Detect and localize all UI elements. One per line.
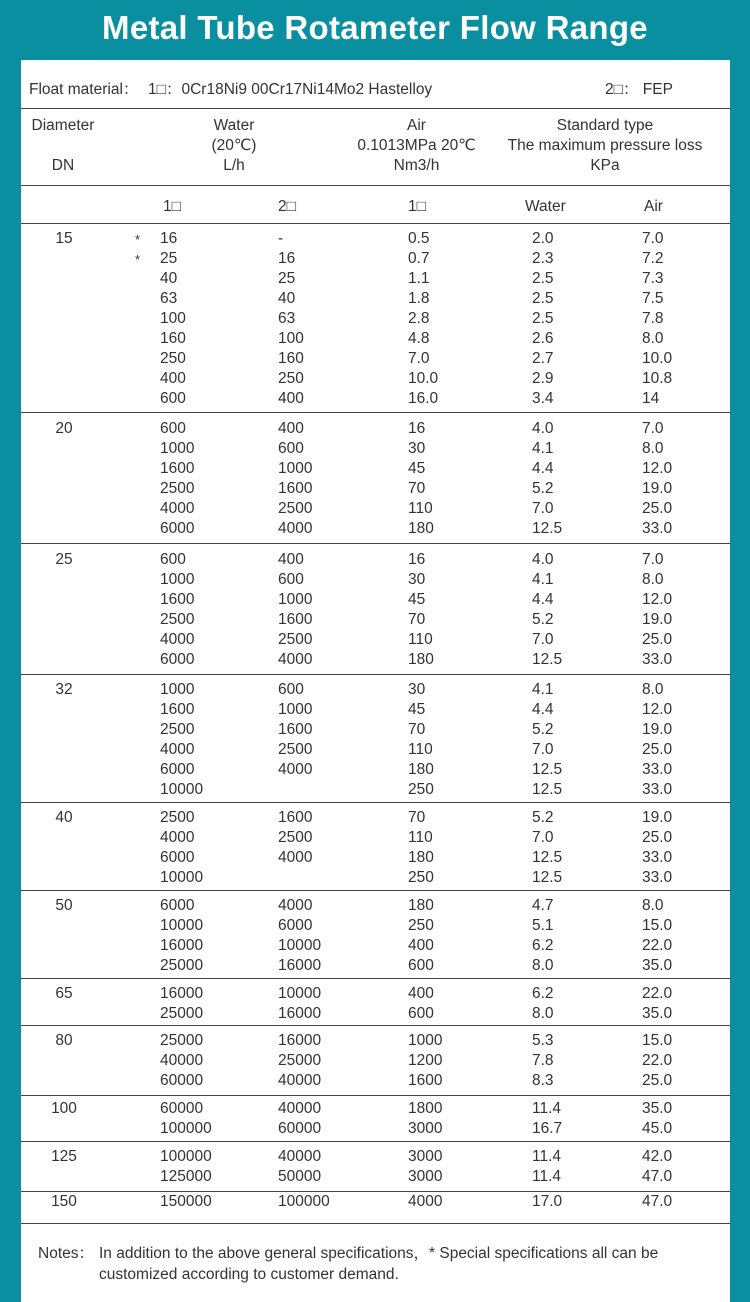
air-flow-float-1: 0.5 xyxy=(408,230,430,247)
water-flow-float-1: 4000 xyxy=(160,631,195,648)
pressure-loss-air: 15.0 xyxy=(642,1032,673,1049)
water-flow-float-1: 40000 xyxy=(160,1052,204,1069)
air-flow-float-1: 4000 xyxy=(408,1193,443,1210)
pressure-loss-water: 5.1 xyxy=(532,917,554,934)
water-flow-float-2: 1000 xyxy=(278,591,313,608)
pressure-loss-air: 33.0 xyxy=(642,761,673,778)
water-flow-float-1: 16000 xyxy=(160,985,204,1002)
water-flow-float-2: 600 xyxy=(278,571,304,588)
pressure-loss-air: 33.0 xyxy=(642,651,673,668)
water-flow-float-2: 1600 xyxy=(278,809,313,826)
air-flow-float-1: 1.1 xyxy=(408,270,430,287)
group-divider xyxy=(21,1025,730,1026)
pressure-loss-water: 5.2 xyxy=(532,809,554,826)
pressure-loss-air: 25.0 xyxy=(642,500,673,517)
float-material-option-1: 1□：0Cr18Ni9 00Cr17Ni14Mo2 Hastelloy xyxy=(148,81,433,98)
water-flow-float-2: 400 xyxy=(278,551,304,568)
air-flow-float-1: 70 xyxy=(408,611,426,628)
pressure-loss-air: 42.0 xyxy=(642,1148,673,1165)
dn-value: 20 xyxy=(55,420,73,437)
air-flow-float-1: 16 xyxy=(408,420,426,437)
notes xyxy=(38,1243,718,1285)
water-flow-float-1: 2500 xyxy=(160,809,195,826)
pressure-loss-air: 47.0 xyxy=(642,1168,673,1185)
water-flow-float-2: 100 xyxy=(278,330,304,347)
water-flow-float-1: 600 xyxy=(160,551,186,568)
pressure-loss-water: 5.2 xyxy=(532,480,554,497)
air-flow-float-1: 110 xyxy=(408,741,433,758)
header-max-pressure-loss: The maximum pressure loss xyxy=(507,137,703,154)
air-flow-float-1: 3000 xyxy=(408,1168,443,1185)
pressure-loss-air: 22.0 xyxy=(642,985,673,1002)
water-flow-float-2: 10000 xyxy=(278,937,322,954)
pressure-loss-air: 8.0 xyxy=(642,681,664,698)
pressure-loss-water: 3.4 xyxy=(532,390,554,407)
notes-label: Notes： xyxy=(38,1245,94,1262)
air-flow-float-1: 2.8 xyxy=(408,310,430,327)
subheader-air-float-1: 1□ xyxy=(408,198,426,215)
air-flow-float-1: 110 xyxy=(408,631,433,648)
header-water-unit: L/h xyxy=(223,157,245,174)
water-flow-float-2: 600 xyxy=(278,440,304,457)
water-flow-float-1: 160 xyxy=(160,330,186,347)
water-flow-float-1: 6000 xyxy=(160,897,195,914)
pressure-loss-air: 7.8 xyxy=(642,310,664,327)
water-flow-float-2: 16 xyxy=(278,250,296,267)
air-flow-float-1: 7.0 xyxy=(408,350,430,367)
group-divider xyxy=(21,412,730,413)
header-diameter: Diameter xyxy=(31,117,95,134)
pressure-loss-air: 47.0 xyxy=(642,1193,673,1210)
air-flow-float-1: 70 xyxy=(408,480,426,497)
pressure-loss-water: 8.3 xyxy=(532,1072,554,1089)
pressure-loss-water: 2.5 xyxy=(532,270,554,287)
group-divider xyxy=(21,1223,730,1224)
air-flow-float-1: 600 xyxy=(408,957,434,974)
pressure-loss-air: 7.0 xyxy=(642,420,664,437)
air-flow-float-1: 110 xyxy=(408,829,433,846)
water-flow-float-2: 2500 xyxy=(278,741,313,758)
notes-text: In addition to the above general specifications，* Special specifications all can be customized according to customer demand. xyxy=(99,1245,659,1283)
pressure-loss-water: 12.5 xyxy=(532,520,563,537)
air-flow-float-1: 180 xyxy=(408,520,434,537)
water-flow-float-1: 6000 xyxy=(160,761,195,778)
water-flow-float-1: 10000 xyxy=(160,917,204,934)
pressure-loss-water: 2.5 xyxy=(532,310,554,327)
water-flow-float-2: 10000 xyxy=(278,985,322,1002)
air-flow-float-1: 1000 xyxy=(408,1032,443,1049)
water-flow-float-2: 4000 xyxy=(278,651,313,668)
pressure-loss-water: 7.0 xyxy=(532,741,554,758)
water-flow-float-2: 16000 xyxy=(278,1032,322,1049)
water-flow-float-2: 60000 xyxy=(278,1120,322,1137)
pressure-loss-water: 4.4 xyxy=(532,591,554,608)
pressure-loss-air: 25.0 xyxy=(642,741,673,758)
group-divider xyxy=(21,543,730,544)
pressure-loss-water: 4.4 xyxy=(532,460,554,477)
pressure-loss-water: 2.3 xyxy=(532,250,554,267)
pressure-loss-air: 12.0 xyxy=(642,460,673,477)
group-divider xyxy=(21,1095,730,1096)
water-flow-float-1: 4000 xyxy=(160,500,195,517)
header-pressure-unit: KPa xyxy=(590,157,620,174)
header-top-rule xyxy=(21,108,730,109)
pressure-loss-water: 16.7 xyxy=(532,1120,563,1137)
dn-value: 32 xyxy=(55,681,73,698)
air-flow-float-1: 400 xyxy=(408,985,434,1002)
air-flow-float-1: 110 xyxy=(408,500,433,517)
pressure-loss-water: 4.0 xyxy=(532,551,554,568)
pressure-loss-water: 4.0 xyxy=(532,420,554,437)
dn-value: 150 xyxy=(51,1193,77,1210)
water-flow-float-2: 4000 xyxy=(278,761,313,778)
dn-value: 50 xyxy=(55,897,73,914)
pressure-loss-water: 2.5 xyxy=(532,290,554,307)
water-flow-float-1: 400 xyxy=(160,370,186,387)
pressure-loss-air: 7.0 xyxy=(642,551,664,568)
pressure-loss-water: 2.7 xyxy=(532,350,554,367)
pressure-loss-water: 7.0 xyxy=(532,829,554,846)
water-flow-float-2: 1000 xyxy=(278,701,313,718)
header-mid-rule xyxy=(21,185,730,186)
pressure-loss-air: 22.0 xyxy=(642,937,673,954)
water-flow-float-1: 1600 xyxy=(160,591,195,608)
dn-value: 15 xyxy=(55,230,73,247)
water-flow-float-1: 100 xyxy=(160,310,186,327)
water-flow-float-1: 2500 xyxy=(160,480,195,497)
float-material-option-2: 2□： FEP xyxy=(605,81,673,98)
pressure-loss-air: 33.0 xyxy=(642,520,673,537)
water-flow-float-2: 25000 xyxy=(278,1052,322,1069)
air-flow-float-1: 45 xyxy=(408,701,426,718)
pressure-loss-water: 7.0 xyxy=(532,500,554,517)
water-flow-float-1: 150000 xyxy=(160,1193,212,1210)
air-flow-float-1: 16.0 xyxy=(408,390,439,407)
water-flow-float-2: 1600 xyxy=(278,480,313,497)
pressure-loss-air: 12.0 xyxy=(642,701,673,718)
air-flow-float-1: 10.0 xyxy=(408,370,439,387)
water-flow-float-2: 1000 xyxy=(278,460,313,477)
pressure-loss-air: 10.8 xyxy=(642,370,673,387)
subheader-water-float-2: 2□ xyxy=(278,198,296,215)
pressure-loss-water: 11.4 xyxy=(532,1148,562,1165)
water-flow-float-1: 10000 xyxy=(160,869,204,886)
water-flow-float-1: 25000 xyxy=(160,1032,204,1049)
air-flow-float-1: 3000 xyxy=(408,1148,443,1165)
pressure-loss-air: 22.0 xyxy=(642,1052,673,1069)
air-flow-float-1: 400 xyxy=(408,937,434,954)
water-flow-float-1: 4000 xyxy=(160,741,195,758)
pressure-loss-water: 8.0 xyxy=(532,957,554,974)
water-flow-float-2: 2500 xyxy=(278,500,313,517)
pressure-loss-air: 8.0 xyxy=(642,330,664,347)
header-air: Air xyxy=(407,117,426,134)
air-flow-float-1: 45 xyxy=(408,591,426,608)
pressure-loss-air: 19.0 xyxy=(642,611,673,628)
air-flow-float-1: 1600 xyxy=(408,1072,443,1089)
water-flow-float-1: 10000 xyxy=(160,781,204,798)
pressure-loss-water: 5.2 xyxy=(532,611,554,628)
subheader-loss-water: Water xyxy=(525,198,566,215)
dn-value: 65 xyxy=(55,985,73,1002)
subheader-loss-air: Air xyxy=(644,198,663,215)
pressure-loss-air: 10.0 xyxy=(642,350,673,367)
water-flow-float-1: 125000 xyxy=(160,1168,212,1185)
pressure-loss-air: 8.0 xyxy=(642,571,664,588)
air-flow-float-1: 250 xyxy=(408,917,434,934)
air-flow-float-1: 180 xyxy=(408,849,434,866)
water-flow-float-2: 1600 xyxy=(278,721,313,738)
pressure-loss-air: 33.0 xyxy=(642,869,673,886)
star-marker: * xyxy=(135,252,141,267)
water-flow-float-2: 6000 xyxy=(278,917,313,934)
pressure-loss-air: 7.5 xyxy=(642,290,664,307)
water-flow-float-1: 2500 xyxy=(160,611,195,628)
pressure-loss-water: 2.6 xyxy=(532,330,554,347)
air-flow-float-1: 70 xyxy=(408,721,426,738)
water-flow-float-1: 1000 xyxy=(160,571,195,588)
water-flow-float-1: 1000 xyxy=(160,440,195,457)
water-flow-float-2: 16000 xyxy=(278,1005,322,1022)
pressure-loss-air: 7.0 xyxy=(642,230,664,247)
pressure-loss-water: 12.5 xyxy=(532,761,563,778)
pressure-loss-water: 2.0 xyxy=(532,230,554,247)
header-standard-type: Standard type xyxy=(556,117,654,134)
water-flow-float-1: 6000 xyxy=(160,849,195,866)
water-flow-float-1: 16000 xyxy=(160,937,204,954)
pressure-loss-air: 25.0 xyxy=(642,631,673,648)
water-flow-float-2: 50000 xyxy=(278,1168,322,1185)
pressure-loss-air: 12.0 xyxy=(642,591,673,608)
pressure-loss-water: 4.1 xyxy=(532,681,554,698)
air-flow-float-1: 250 xyxy=(408,869,434,886)
water-flow-float-2: 2500 xyxy=(278,829,313,846)
header-bottom-rule xyxy=(21,223,730,224)
pressure-loss-water: 11.4 xyxy=(532,1168,562,1185)
pressure-loss-water: 11.4 xyxy=(532,1100,562,1117)
pressure-loss-water: 6.2 xyxy=(532,985,554,1002)
water-flow-float-2: 160 xyxy=(278,350,304,367)
pressure-loss-water: 7.8 xyxy=(532,1052,554,1069)
pressure-loss-air: 33.0 xyxy=(642,849,673,866)
water-flow-float-1: 25 xyxy=(160,250,178,267)
pressure-loss-water: 5.2 xyxy=(532,721,554,738)
air-flow-float-1: 600 xyxy=(408,1005,434,1022)
pressure-loss-air: 7.2 xyxy=(642,250,664,267)
air-flow-float-1: 30 xyxy=(408,440,426,457)
air-flow-float-1: 1800 xyxy=(408,1100,443,1117)
dn-value: 25 xyxy=(55,551,73,568)
water-flow-float-1: 6000 xyxy=(160,520,195,537)
pressure-loss-water: 4.1 xyxy=(532,571,554,588)
water-flow-float-1: 25000 xyxy=(160,957,204,974)
group-divider xyxy=(21,674,730,675)
pressure-loss-air: 35.0 xyxy=(642,1005,673,1022)
pressure-loss-water: 2.9 xyxy=(532,370,554,387)
group-divider xyxy=(21,978,730,979)
water-flow-float-1: 25000 xyxy=(160,1005,204,1022)
water-flow-float-1: 100000 xyxy=(160,1120,212,1137)
header-air-condition: 0.1013MPa 20℃ xyxy=(357,137,476,154)
water-flow-float-1: 250 xyxy=(160,350,186,367)
water-flow-float-2: - xyxy=(278,230,284,247)
air-flow-float-1: 250 xyxy=(408,781,434,798)
pressure-loss-water: 12.5 xyxy=(532,781,563,798)
water-flow-float-2: 100000 xyxy=(278,1193,330,1210)
pressure-loss-water: 4.7 xyxy=(532,897,554,914)
spec-sheet xyxy=(21,60,730,1302)
star-marker: * xyxy=(135,232,141,247)
pressure-loss-air: 19.0 xyxy=(642,480,673,497)
air-flow-float-1: 180 xyxy=(408,761,434,778)
pressure-loss-air: 15.0 xyxy=(642,917,673,934)
water-flow-float-1: 600 xyxy=(160,420,186,437)
air-flow-float-1: 180 xyxy=(408,651,434,668)
group-divider xyxy=(21,890,730,891)
pressure-loss-water: 6.2 xyxy=(532,937,554,954)
pressure-loss-air: 25.0 xyxy=(642,829,673,846)
water-flow-float-2: 250 xyxy=(278,370,304,387)
pressure-loss-air: 25.0 xyxy=(642,1072,673,1089)
pressure-loss-air: 33.0 xyxy=(642,781,673,798)
pressure-loss-water: 12.5 xyxy=(532,869,563,886)
water-flow-float-1: 1600 xyxy=(160,460,195,477)
pressure-loss-water: 12.5 xyxy=(532,651,563,668)
water-flow-float-2: 63 xyxy=(278,310,296,327)
air-flow-float-1: 45 xyxy=(408,460,426,477)
dn-value: 40 xyxy=(55,809,73,826)
pressure-loss-water: 4.4 xyxy=(532,701,554,718)
water-flow-float-1: 16 xyxy=(160,230,178,247)
pressure-loss-water: 7.0 xyxy=(532,631,554,648)
water-flow-float-2: 16000 xyxy=(278,957,322,974)
water-flow-float-2: 2500 xyxy=(278,631,313,648)
water-flow-float-1: 4000 xyxy=(160,829,195,846)
water-flow-float-1: 2500 xyxy=(160,721,195,738)
air-flow-float-1: 30 xyxy=(408,571,426,588)
group-divider xyxy=(21,1191,730,1192)
pressure-loss-water: 12.5 xyxy=(532,849,563,866)
dn-value: 125 xyxy=(51,1148,77,1165)
water-flow-float-1: 6000 xyxy=(160,651,195,668)
air-flow-float-1: 30 xyxy=(408,681,426,698)
water-flow-float-1: 1600 xyxy=(160,701,195,718)
water-flow-float-2: 25 xyxy=(278,270,296,287)
header-dn: DN xyxy=(51,157,75,174)
air-flow-float-1: 70 xyxy=(408,809,426,826)
air-flow-float-1: 0.7 xyxy=(408,250,430,267)
air-flow-float-1: 1.8 xyxy=(408,290,430,307)
header-air-unit: Nm3/h xyxy=(393,157,440,174)
pressure-loss-water: 17.0 xyxy=(532,1193,563,1210)
water-flow-float-2: 400 xyxy=(278,420,304,437)
water-flow-float-1: 100000 xyxy=(160,1148,212,1165)
water-flow-float-2: 4000 xyxy=(278,849,313,866)
header-water-temp: (20℃) xyxy=(211,137,257,154)
water-flow-float-2: 40000 xyxy=(278,1148,322,1165)
air-flow-float-1: 4.8 xyxy=(408,330,430,347)
air-flow-float-1: 3000 xyxy=(408,1120,443,1137)
header-water: Water xyxy=(213,117,255,134)
water-flow-float-1: 60000 xyxy=(160,1100,204,1117)
group-divider xyxy=(21,802,730,803)
water-flow-float-1: 60000 xyxy=(160,1072,204,1089)
page-title: Metal Tube Rotameter Flow Range xyxy=(102,9,648,46)
water-flow-float-1: 600 xyxy=(160,390,186,407)
pressure-loss-air: 19.0 xyxy=(642,721,673,738)
water-flow-float-2: 1600 xyxy=(278,611,313,628)
pressure-loss-water: 4.1 xyxy=(532,440,554,457)
dn-value: 100 xyxy=(51,1100,77,1117)
water-flow-float-2: 40 xyxy=(278,290,296,307)
water-flow-float-1: 1000 xyxy=(160,681,195,698)
air-flow-float-1: 180 xyxy=(408,897,434,914)
water-flow-float-1: 63 xyxy=(160,290,178,307)
pressure-loss-air: 45.0 xyxy=(642,1120,673,1137)
pressure-loss-air: 35.0 xyxy=(642,957,673,974)
water-flow-float-2: 4000 xyxy=(278,520,313,537)
subheader-water-float-1: 1□ xyxy=(163,198,181,215)
pressure-loss-air: 14 xyxy=(642,390,660,407)
air-flow-float-1: 16 xyxy=(408,551,426,568)
water-flow-float-2: 4000 xyxy=(278,897,313,914)
water-flow-float-2: 40000 xyxy=(278,1100,322,1117)
pressure-loss-air: 7.3 xyxy=(642,270,664,287)
pressure-loss-air: 35.0 xyxy=(642,1100,673,1117)
pressure-loss-water: 8.0 xyxy=(532,1005,554,1022)
dn-value: 80 xyxy=(55,1032,73,1049)
water-flow-float-2: 600 xyxy=(278,681,304,698)
pressure-loss-air: 8.0 xyxy=(642,440,664,457)
water-flow-float-2: 40000 xyxy=(278,1072,322,1089)
float-material-label: Float material： xyxy=(29,81,139,98)
air-flow-float-1: 1200 xyxy=(408,1052,443,1069)
water-flow-float-1: 40 xyxy=(160,270,178,287)
water-flow-float-2: 400 xyxy=(278,390,304,407)
pressure-loss-water: 5.3 xyxy=(532,1032,554,1049)
group-divider xyxy=(21,1141,730,1142)
pressure-loss-air: 19.0 xyxy=(642,809,673,826)
pressure-loss-air: 8.0 xyxy=(642,897,664,914)
